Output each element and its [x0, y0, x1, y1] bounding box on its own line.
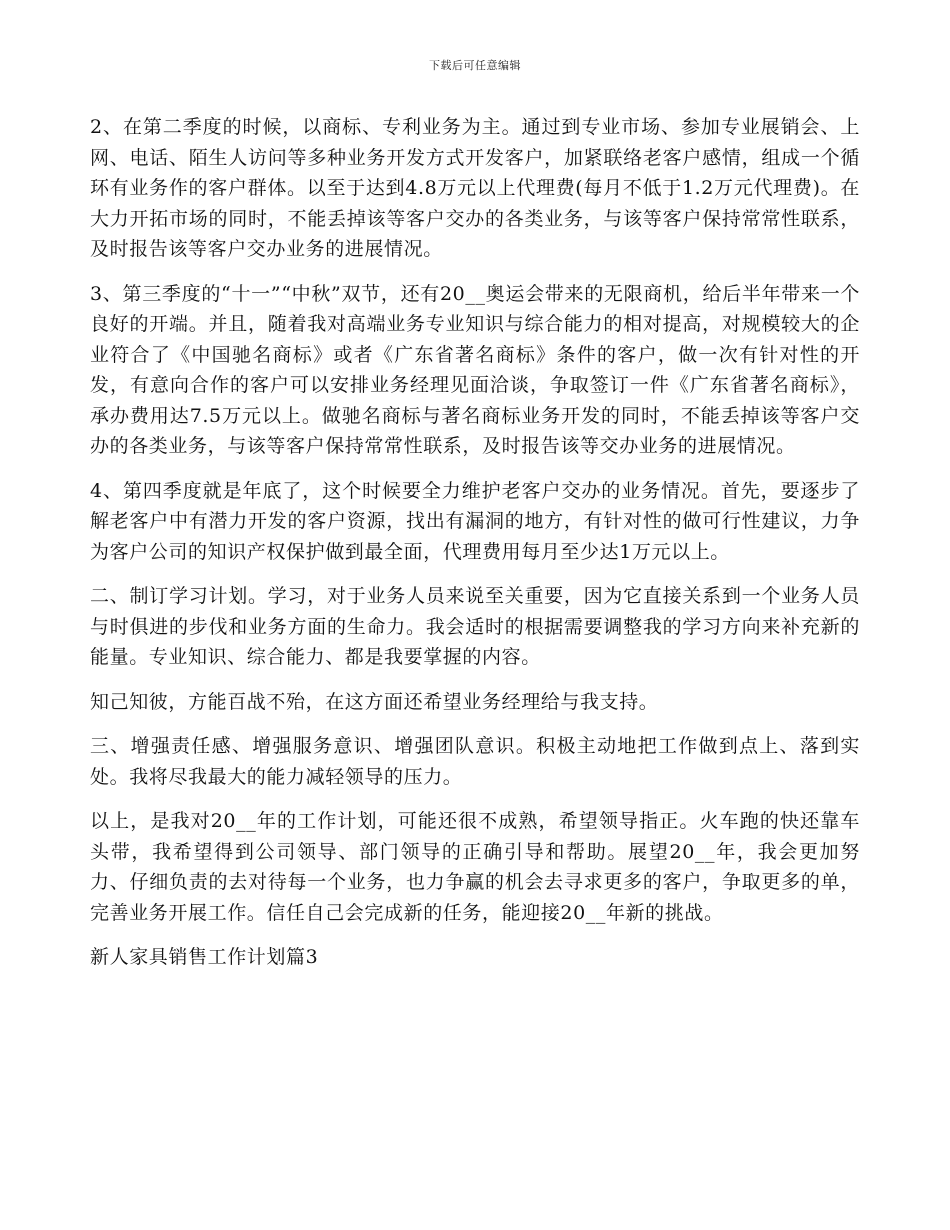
paragraph-q2-plan: 2、在第二季度的时候，以商标、专利业务为主。通过到专业市场、参加专业展销会、上网、电话、陌生人访问等多种业务开发方式开发客户，加紧联络老客户感情，组成一个循环有业务作的客户群体。以至于达到4.8万元以上代理费(每月不低于1.2万元代理费)。在大力开拓市场的同时，不能丢掉该等客户交办的各类业务，与该等客户保持常常性联系，及时报告该等客户交办业务的进展情况。 [90, 116, 860, 260]
paragraph-study-plan: 二、制订学习计划。学习，对于业务人员来说至关重要，因为它直接关系到一个业务人员与时俱进的步伐和业务方面的生命力。我会适时的根据需要调整我的学习方向来补充新的能量。专业知识、综合能力、都是我要掌握的内容。 [90, 585, 860, 668]
document-body [90, 112, 860, 987]
header-note: 下载后可任意编辑 [429, 59, 521, 72]
paragraph-support: 知己知彼，方能百战不殆，在这方面还希望业务经理给与我支持。 [90, 690, 659, 713]
paragraph-q4-plan: 4、第四季度就是年底了，这个时候要全力维护老客户交办的业务情况。首先，要逐步了解老客户中有潜力开发的客户资源，找出有漏洞的地方，有针对性的做可行性建议，力争为客户公司的知识产权保护做到最全面，代理费用每月至少达1万元以上。 [90, 479, 860, 563]
section-heading: 新人家具销售工作计划篇3 [90, 946, 319, 968]
paragraph-responsibility: 三、增强责任感、增强服务意识、增强团队意识。积极主动地把工作做到点上、落到实处。我将尽我最大的能力减轻领导的压力。 [90, 735, 860, 788]
paragraph-q3-plan: 3、第三季度的“十一”“中秋”双节，还有20__奥运会带来的无限商机，给后半年带来一个良好的开端。并且，随着我对高端业务专业知识与综合能力的相对提高，对规模较大的企业符合了《中国驰名商标》或者《广东省著名商标》条件的客户，做一次有针对性的开发，有意向合作的客户可以安排业务经理见面洽谈，争取签订一件《广东省著名商标》，承办费用达7.5万元以上。做驰名商标与著名商标业务开发的同时，不能丢掉该等客户交办的各类业务，与该等客户保持常常性联系，及时报告该等交办业务的进展情况。 [90, 282, 860, 457]
paragraph-conclusion: 以上，是我对20__年的工作计划，可能还很不成熟，希望领导指正。火车跑的快还靠车头带，我希望得到公司领导、部门领导的正确引导和帮助。展望20__年，我会更加努力、仔细负责的去对待每一个业务，也力争赢的机会去寻求更多的客户，争取更多的单，完善业务开展工作。信任自己会完成新的任务，能迎接20__年新的挑战。 [90, 810, 860, 924]
